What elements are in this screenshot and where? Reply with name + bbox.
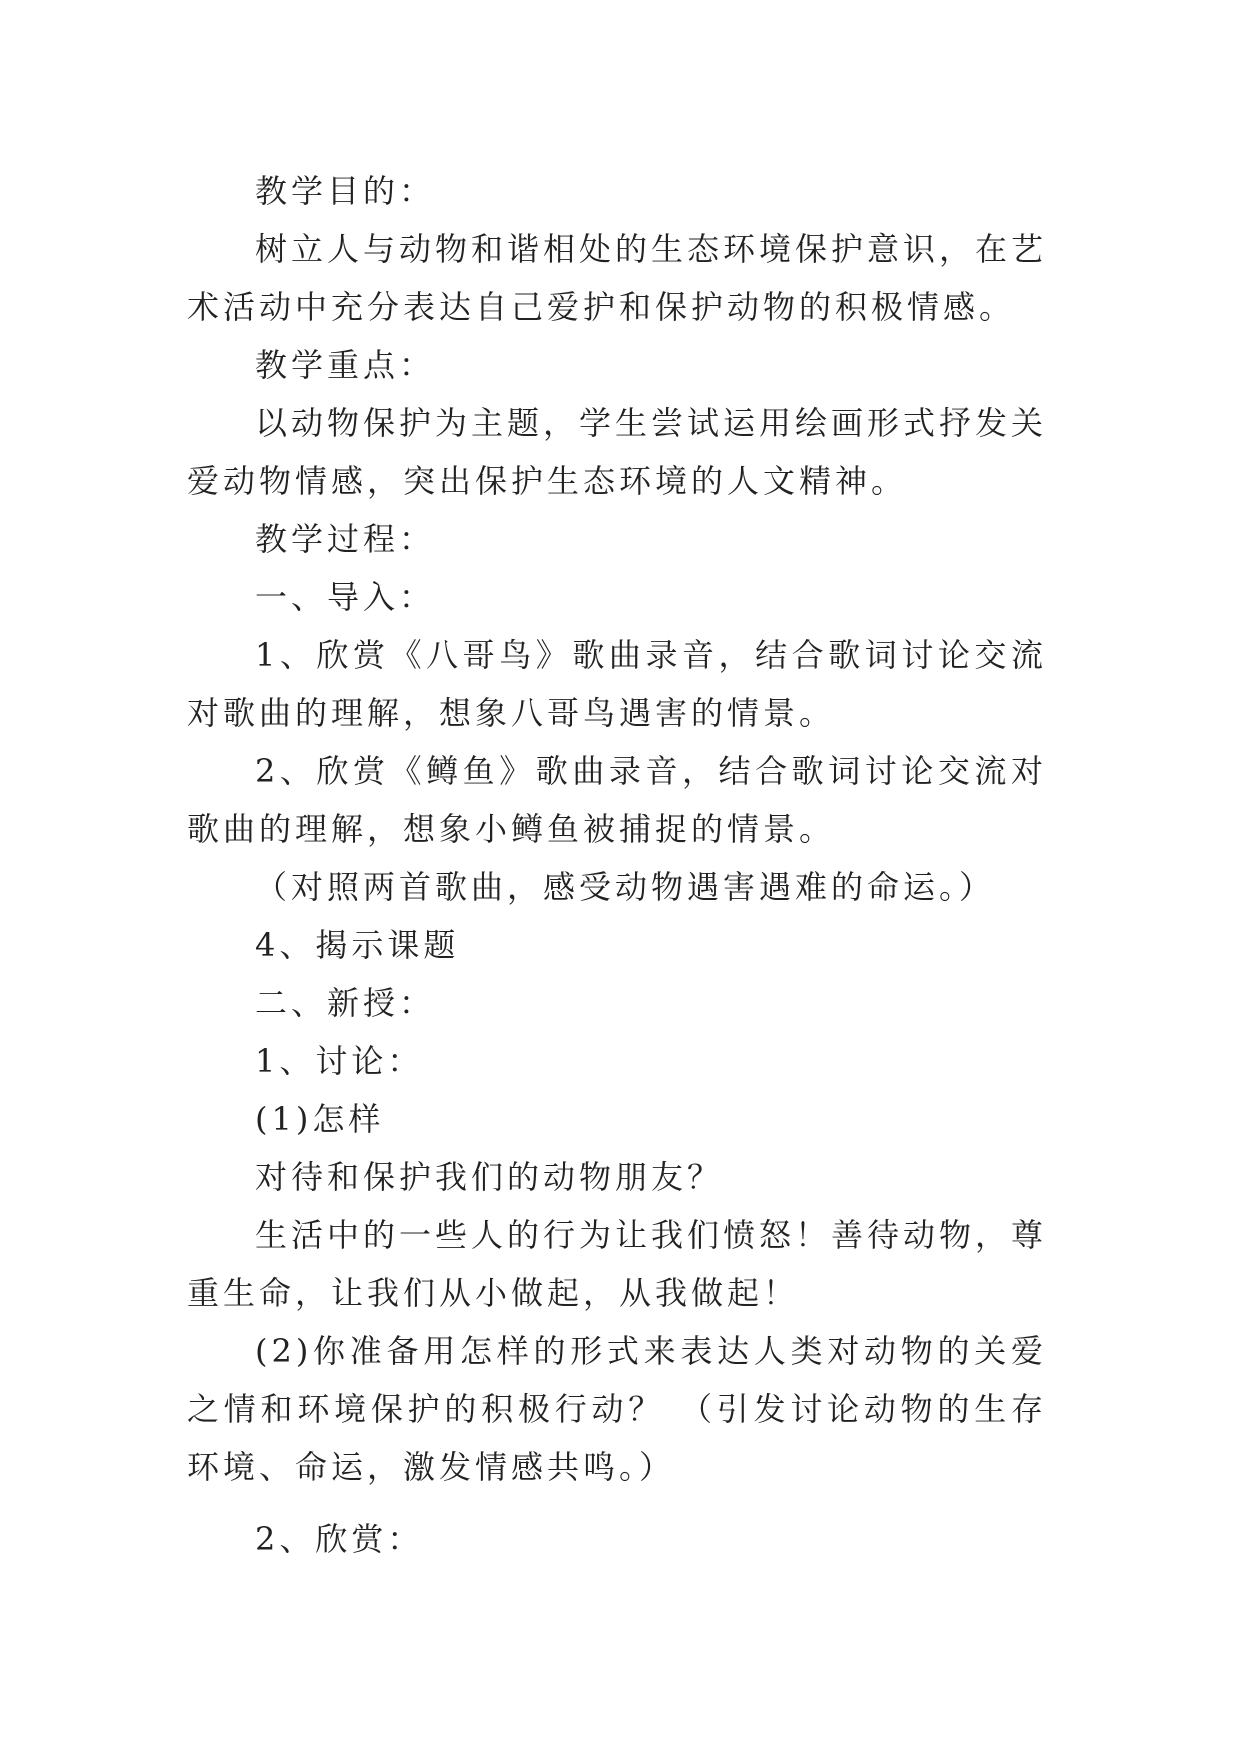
paragraph-teaching-goal: 树立人与动物和谐相处的生态环境保护意识，在艺术活动中充分表达自己爱护和保护动物的积极情感。	[187, 230, 1048, 326]
list-item-4: 4、揭示课题	[255, 926, 460, 964]
section-new-lesson: 二、新授：	[255, 984, 436, 1022]
list-item-2: 2、欣赏《鳟鱼》歌曲录音，结合歌词讨论交流对歌曲的理解，想象小鳟鱼被捕捉的情景。	[187, 752, 1047, 848]
paragraph-respect-life: 生活中的一些人的行为让我们愤怒！善待动物，尊重生命，让我们从小做起，从我做起！	[187, 1216, 1048, 1312]
document-body	[187, 162, 1047, 1568]
subsection-discussion: 1、讨论：	[255, 1042, 424, 1080]
heading-teaching-process: 教学过程：	[255, 520, 436, 558]
list-item-1: 1、欣赏《八哥鸟》歌曲录音，结合歌词讨论交流对歌曲的理解，想象八哥鸟遇害的情景。	[187, 636, 1047, 732]
subsection-appreciation: 2、欣赏：	[255, 1520, 424, 1558]
question-1-start: (1)怎样	[255, 1100, 385, 1138]
paragraph-teaching-focus: 以动物保护为主题，学生尝试运用绘画形式抒发关爱动物情感，突出保护生态环境的人文精神。	[187, 404, 1048, 500]
heading-teaching-goal: 教学目的：	[255, 172, 436, 210]
question-1-text: 对待和保护我们的动物朋友？	[255, 1158, 724, 1196]
question-2: (2)你准备用怎样的形式来表达人类对动物的关爱之情和环境保护的积极行动？ （引发讨论动物的生存环境、命运，激发情感共鸣。）	[187, 1332, 1047, 1486]
note-compare-songs: （对照两首歌曲，感受动物遇害遇难的命运。）	[255, 868, 996, 906]
section-introduction: 一、导入：	[255, 578, 436, 616]
heading-teaching-focus: 教学重点：	[255, 346, 436, 384]
